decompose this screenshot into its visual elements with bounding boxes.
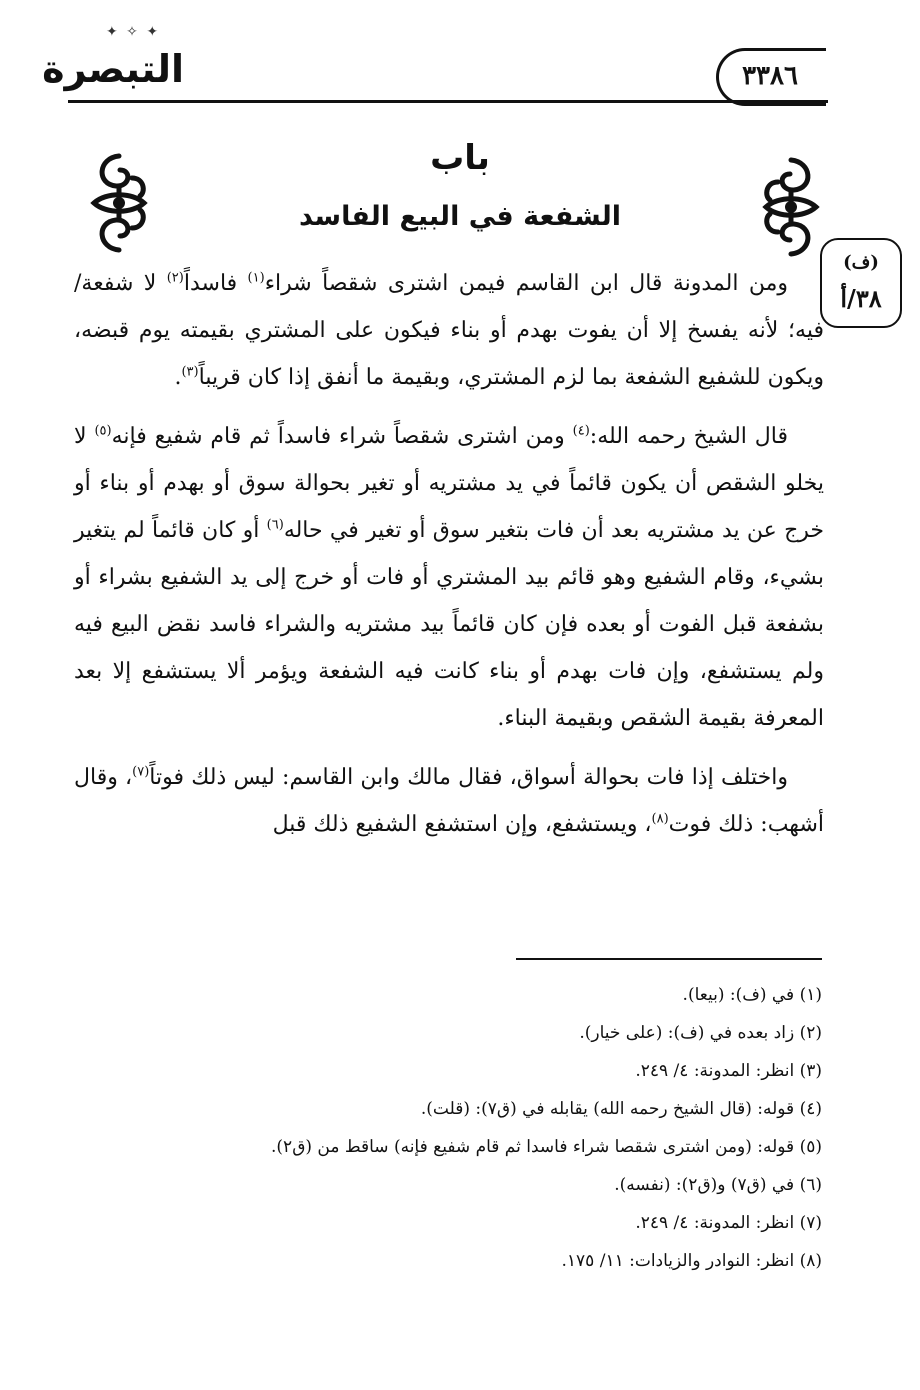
paragraph-text: قال الشيخ رحمه الله: [589, 424, 788, 449]
paragraph-text: فاسداً [183, 271, 248, 296]
paragraph-text: لا يخلو الشقص أن يكون قائماً في يد مشتريه أو تغير بحوالة سوق أو بهدم أو بناء أو خرج عن يد مشتريه بعد أن فات بتغير سوق أو تغير في حاله [74, 424, 825, 543]
chapter-word: باب [430, 138, 490, 178]
folio-reference: ٣٨/أ [840, 284, 882, 313]
manuscript-reference-box [820, 238, 902, 328]
paragraph-1 [74, 260, 824, 401]
footnote: (٧) انظر: المدونة: ٤/ ٢٤٩. [635, 1213, 822, 1233]
footnote-marker: (٣) [181, 364, 199, 380]
page-number: ٣٣٨٦ [742, 61, 798, 91]
footnote-marker: (٨) [651, 811, 669, 827]
title-ornament-icon: ✦ ✧ ✦ [105, 24, 161, 40]
paragraph-text: . [174, 365, 182, 390]
footnote: (٨) انظر: النوادر والزيادات: ١١/ ١٧٥. [561, 1251, 822, 1271]
footnote: (٦) في (ق٧) و(ق٢): (نفسه). [614, 1175, 822, 1195]
footnote: (٣) انظر: المدونة: ٤/ ٢٤٩. [635, 1061, 822, 1081]
footnote: (٥) قوله: (ومن اشترى شقصا شراء فاسدا ثم قام شفيع فإنه) ساقط من (ق٢). [271, 1137, 822, 1157]
paragraph-text: أو كان قائماً لم يتغير بشيء، وقام الشفيع وهو قائم بيد المشتري أو فات أو خرج إلى يد الشفيع بشراء أو بشفعة قبل الفوت أو بعده فإن كان قائماً بيد مشتريه والشراء فاسد نقض البيع فيه ولم يستشفع، وإن فات بهدم أو بناء كانت فيه الشفعة ويؤمر ألا يستشفع إلا بعد المعرفة بقيمة الشقص وبقيمة البناء. [74, 518, 824, 731]
footnote-marker: (٢) [166, 270, 184, 286]
body-text [74, 260, 824, 860]
header-rule [68, 100, 828, 103]
footnote-marker: (٥) [94, 423, 112, 439]
footnote-marker: (١) [247, 270, 265, 286]
footnote-marker: (٤) [572, 423, 590, 439]
book-title: التبصرة [42, 47, 184, 91]
paragraph-2 [74, 413, 824, 742]
footnote: (١) في (ف): (بيعا). [682, 985, 822, 1005]
paragraph-text: ، ويستشفع، وإن استشفع الشفيع ذلك قبل [272, 812, 652, 837]
left-ornament-icon [86, 148, 152, 258]
footnote: (٢) زاد بعده في (ف): (على خيار). [579, 1023, 822, 1043]
paragraph-text: لا شفعة/ فيه؛ لأنه يفسخ إلا أن يفوت بهدم أو بناء فيكون على المشتري بقيمته يوم قبضه، ويكون للشفيع الشفعة بما لزم المشتري، وبقيمة ما أنفق إذا كان قريباً [74, 271, 824, 390]
paragraph-text: ومن المدونة قال ابن القاسم فيمن اشترى شقصاً شراء [264, 271, 788, 296]
paragraph-text: ، وقال أشهب: ذلك فوت [74, 765, 824, 837]
footnotes [74, 976, 822, 1280]
paragraph-text: ومن اشترى شقصاً شراء فاسداً ثم قام شفيع فإنه [111, 424, 573, 449]
chapter-title: الشفعة في البيع الفاسد [298, 201, 622, 232]
footnote-marker: (٧) [132, 764, 150, 780]
paragraph-text: واختلف إذا فات بحوالة أسواق، فقال مالك وابن القاسم: ليس ذلك فوتاً [149, 765, 788, 790]
footnote-marker: (٦) [266, 517, 284, 533]
footnote-separator [516, 958, 822, 960]
manuscript-siglum: (ف) [843, 252, 879, 273]
footnote: (٤) قوله: (قال الشيخ رحمه الله) يقابله في (ق٧): (قلت). [420, 1099, 822, 1119]
paragraph-3 [74, 754, 824, 848]
right-ornament-icon [758, 152, 824, 262]
